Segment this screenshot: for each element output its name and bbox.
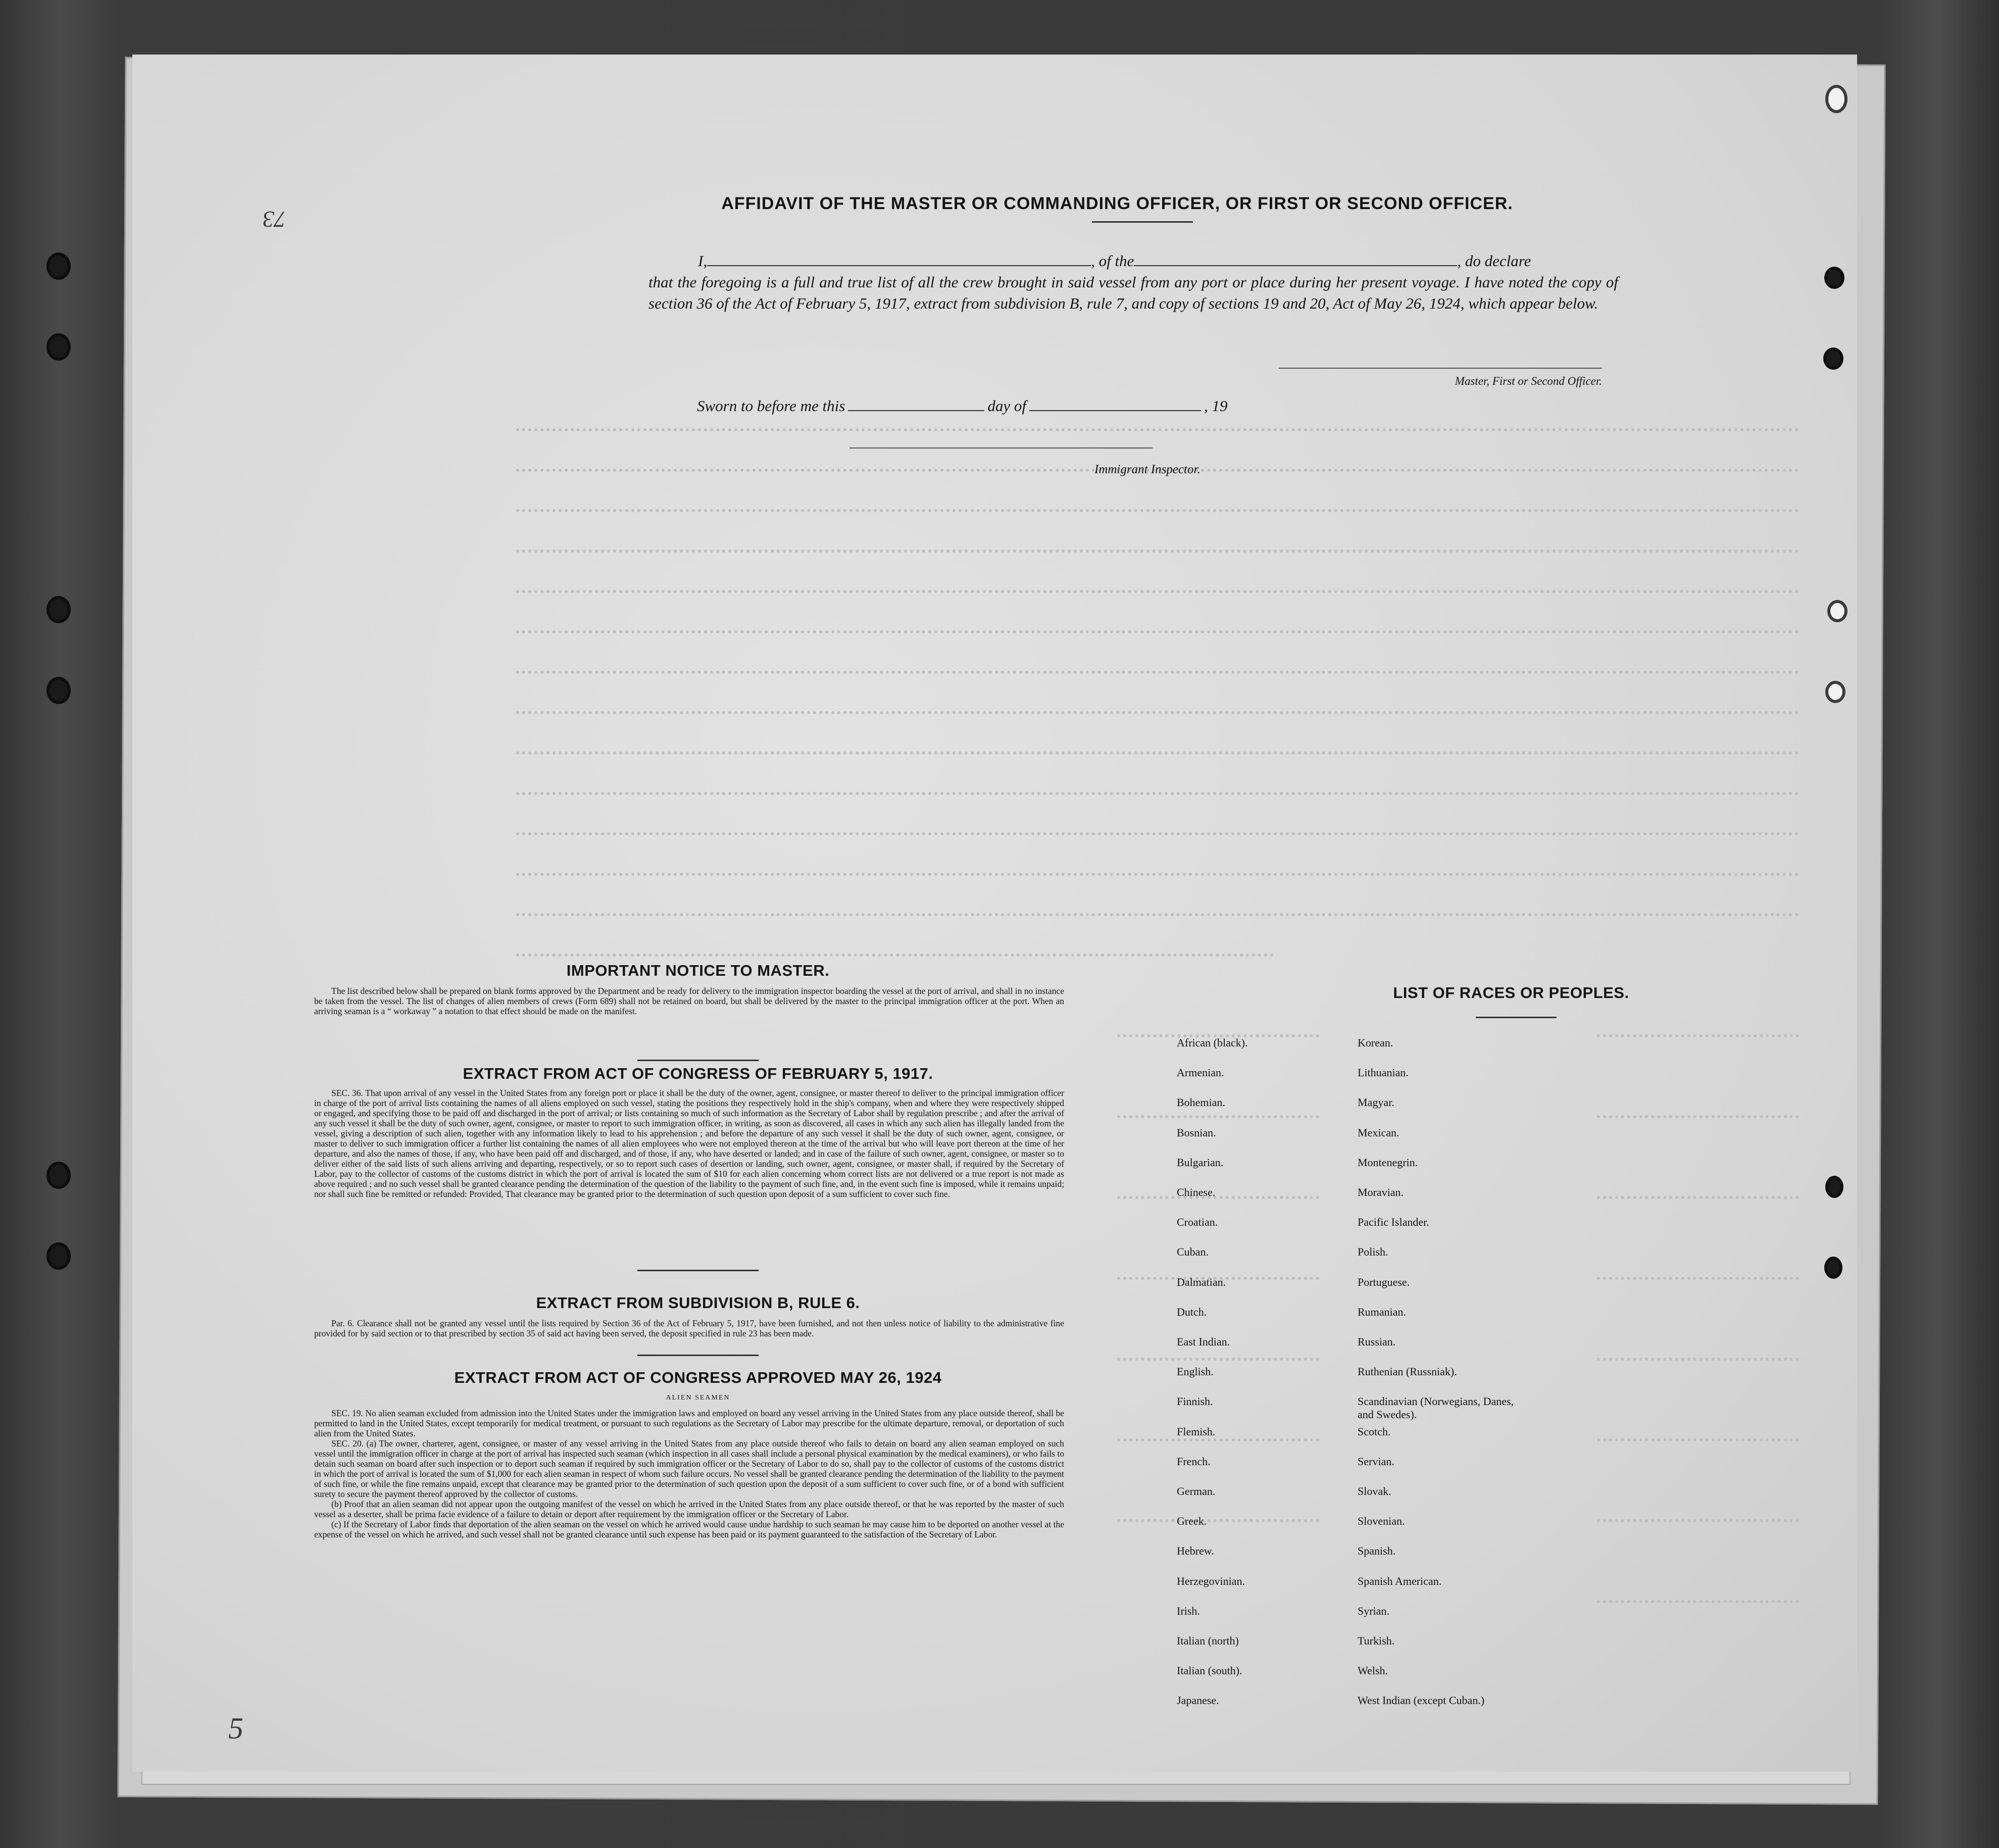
right-race-item: Spanish. (1358, 1544, 1396, 1558)
binder-hole (1827, 600, 1847, 622)
binder-hole (1824, 1257, 1842, 1279)
extract-rule6-text (314, 1318, 1064, 1338)
signature-line (1279, 368, 1602, 369)
outer-binder-hole (46, 596, 71, 623)
binder-hole (1824, 267, 1844, 289)
right-race-item: Turkish. (1358, 1634, 1395, 1647)
right-race-item: Portuguese. (1358, 1275, 1410, 1288)
left-race-item: English. (1177, 1365, 1214, 1378)
left-race-item: Croatian. (1177, 1216, 1218, 1229)
outer-binder-hole (46, 677, 71, 704)
right-race-item: Moravian. (1358, 1186, 1404, 1198)
left-race-item: Italian (south). (1177, 1664, 1242, 1677)
outer-binder-hole (46, 1242, 71, 1270)
right-race-item: West Indian (except Cuban.) (1358, 1694, 1485, 1707)
left-race-item: Herzegovinian. (1177, 1574, 1245, 1587)
right-race-item: Polish. (1358, 1245, 1388, 1259)
right-race-item: Spanish American. (1358, 1574, 1442, 1587)
section-rule (637, 1060, 759, 1061)
notice-text (314, 986, 1064, 1016)
right-race-item: Mexican. (1358, 1126, 1400, 1139)
left-race-item: Bosnian. (1177, 1126, 1216, 1139)
inspector-label: Immigrant Inspector. (1094, 463, 1201, 476)
right-race-item: Welsh. (1358, 1664, 1388, 1677)
signature-label: Master, First or Second Officer. (1455, 375, 1602, 387)
right-race-item: Magyar. (1358, 1096, 1394, 1109)
right-race-item: Russian. (1358, 1335, 1396, 1348)
declaration-block (648, 251, 1618, 314)
races-title: LIST OF RACES OR PEOPLES. (1393, 984, 1629, 1002)
binder-hole (1823, 347, 1843, 370)
outer-binder-hole (46, 253, 71, 280)
right-race-item: Ruthenian (Russniak). (1358, 1365, 1457, 1378)
sworn-line (697, 397, 1227, 415)
sec20c-paragraph: (c) If the Secretary of Labor finds that deportation of the alien seaman on the vessel on which he arrived would cause undue hardship to such seaman he may cause him to be deported on another vessel at the expense of the vessel on which he arrived, and such vessel shall not be granted clearance until such expense has been paid or its payment guaranteed to the satisfaction of the Secretary of Labor. (314, 1519, 1064, 1539)
left-race-item: Dalmatian. (1177, 1275, 1226, 1288)
extract-1924-subtitle: ALIEN SEAMEN (666, 1394, 730, 1402)
left-race-item: Irish. (1177, 1604, 1200, 1617)
left-race-item: Cuban. (1177, 1245, 1209, 1259)
extract-1924-title: EXTRACT FROM ACT OF CONGRESS APPROVED MAY 26, 1924 (454, 1369, 942, 1386)
right-race-item: Rumanian. (1358, 1305, 1406, 1318)
left-race-item: Bohemian. (1177, 1096, 1225, 1109)
left-race-item: Flemish. (1177, 1425, 1216, 1438)
document-page (132, 55, 1857, 1772)
left-race-item: French. (1177, 1455, 1211, 1468)
binder-hole (1825, 681, 1845, 703)
sec19-paragraph: SEC. 19. No alien seaman excluded from admission into the United States under the immigration laws and employed on board any vessel arriving in the United States from any place outside thereof, shall be permitted to land in the United States, except temporarily for medical treatment, or pursuant to such regulations as the Secretary of Labor may prescribe for the ultimate departure, removal, or deportation of such alien from the United States. (314, 1408, 1064, 1438)
year-label: , 19 (1204, 397, 1228, 415)
signature-block (1279, 368, 1602, 388)
left-race-item: Bulgarian. (1177, 1156, 1224, 1169)
binder-hole (1825, 1176, 1843, 1198)
right-race-item: Slovak. (1358, 1485, 1391, 1497)
extract-1917-title: EXTRACT FROM ACT OF CONGRESS OF FEBRUARY 5, 1917. (463, 1065, 933, 1082)
binder-hole (1825, 85, 1847, 113)
margin-note-bottom: 5 (228, 1712, 243, 1745)
right-race-item: Lithuanian. (1358, 1066, 1409, 1079)
do-declare-label: , do declare (1457, 252, 1531, 270)
outer-binder-hole (46, 1162, 71, 1189)
section-rule (637, 1355, 759, 1356)
i-label: I, (698, 252, 708, 270)
affidavit-title: AFFIDAVIT OF THE MASTER OR COMMANDING OFFICER, OR FIRST OR SECOND OFFICER. (721, 194, 1513, 213)
sec20b-paragraph: (b) Proof that an alien seaman did not appear upon the outgoing manifest of the vessel on which he arrived in the United States from any place outside thereof, or that he was reported by the master of such vessel as a deserter, shall be prima facie evidence of a failure to detain or deport after requirement by the immigration officer or the Secretary of Labor. (314, 1499, 1064, 1519)
notice-title: IMPORTANT NOTICE TO MASTER. (566, 962, 830, 979)
right-race-item: Syrian. (1358, 1604, 1389, 1617)
par6-paragraph: Par. 6. Clearance shall not be granted any vessel until the lists required by Section 36 of the Act of February 5, 1917, have been furnished, and not then unless notice of liability to the administrative fine provided for by said section or to that prescribed by section 35 of said act having been served, the deposit specified in rule 23 has been made. (314, 1318, 1064, 1338)
right-race-item: Servian. (1358, 1455, 1394, 1468)
left-race-item: Japanese. (1177, 1694, 1219, 1707)
left-race-item: Dutch. (1177, 1305, 1207, 1318)
right-race-item: Slovenian. (1358, 1515, 1405, 1528)
left-race-item: Hebrew. (1177, 1544, 1214, 1558)
declaration-first-line (648, 251, 1618, 272)
races-rule (1476, 1017, 1557, 1018)
left-race-item: Greek. (1177, 1515, 1207, 1528)
left-race-item: African (black). (1177, 1036, 1248, 1049)
right-race-item: Korean. (1358, 1036, 1393, 1049)
extract-rule6-title: EXTRACT FROM SUBDIVISION B, RULE 6. (536, 1294, 860, 1312)
vessel-blank (1134, 252, 1457, 266)
extract-1924-text (314, 1408, 1064, 1539)
outer-binder-hole (46, 333, 71, 361)
sec36-paragraph: SEC. 36. That upon arrival of any vessel in the United States from any foreign port or place it shall be the duty of the owner, agent, consignee, or master thereof to deliver to the principal immigration officer in charge of the port of arrival lists containing the names of all aliens employed on such vessel, stating the positions they respectively hold in the ship's company, when and where they were respectively shipped or engaged, and specifying those to be paid off and discharged in the port of arrival; or lists containing so much of such information as the Secretary of Labor shall by regulation prescribe ; and after the arrival of any such vessel it shall be the duty of such owner, agent, consignee, or master to report to such immigration officer, in writing, as soon as discovered, all cases in which any such alien has illegally landed from the vessel, giving a description of such alien, together with any information likely to lead to his apprehension ; and before the departure of any such vessel it shall be the duty of such owner, agent, consignee, or master to deliver to such immigration officer a further list containing the names of all alien employees who were not employed thereon at the time of the arrival but who will leave port thereon at the time of her departure, and also the names of those, if any, who have been paid off and discharged, and of those, if any, who have deserted or landed; and in case of the failure of such owner, agent, consignee, or master so to deliver either of the said lists of such aliens arriving and departing, respectively, or so to report such cases of desertion or landing, such owner, agent, consignee, or master shall, if required by the Secretary of Labor, pay to the collector of customs of the customs district in which the port of arrival is located the sum of $10 for each alien concerning whom correct lists are not delivered or a true report is not made as above required ; and no such vessel shall be granted clearance pending the determination of the question of the liability to the payment of such fine, and, in the event such fine is imposed, while it remains unpaid; nor shall such fine be remitted or refunded: Provided, That clearance may be granted prior to the determination of such question upon deposit of a sum sufficient to cover such fine. (314, 1088, 1064, 1199)
left-race-item: Armenian. (1177, 1066, 1224, 1079)
sec20a-paragraph: SEC. 20. (a) The owner, charterer, agent, consignee, or master of any vessel arriving in the United States from any place outside thereof who fails to detain on board any alien seaman employed on such vessel until the immigration officer in charge at the port of arrival has inspected such seaman (which inspection in all cases shall include a personal physical examination by the medical examiners), or who fails to detain such seaman on board after such inspection or to deport such seaman if required by such immigration officer or the Secretary of Labor to do so, shall pay to the collector of customs of the customs district in which the port of arrival is located the sum of $1,000 for each alien seaman in respect of whom such failure occurs. No vessel shall be granted clearance pending the determination of the liability to the payment of such fine, or while the fine remains unpaid, except that clearance may be granted prior to the determination of such question upon the deposit of a sum sufficient to cover such fine, or of a bond with sufficient surety to secure the payment thereof approved by the collector of customs. (314, 1438, 1064, 1499)
right-race-item: Montenegrin. (1358, 1156, 1418, 1169)
right-race-item: Scandinavian (Norwegians, Danes, and Swedes). (1358, 1395, 1514, 1421)
name-blank (707, 252, 1091, 266)
left-race-item: Italian (north) (1177, 1634, 1239, 1647)
section-rule (637, 1270, 759, 1271)
of-the-label: , of the (1091, 252, 1134, 270)
inspector-line (849, 447, 1153, 448)
extract-1917-text (314, 1088, 1064, 1199)
left-race-item: East Indian. (1177, 1335, 1230, 1348)
title-rule (1092, 221, 1193, 223)
notice-paragraph: The list described below shall be prepared on blank forms approved by the Department and be ready for delivery to the immigration inspector boarding the vessel at the port of arrival, and shall in no instance be taken from the vessel. The list of changes of alien members of crews (Form 689) shall not be retained on board, but shall be delivered by the master to the principal immigration officer at the port. When an arriving seaman is a “ workaway ” a notation to that effect should be made on the manifest. (314, 986, 1064, 1016)
margin-note-top: 73 (263, 207, 286, 232)
left-race-item: Finnish. (1177, 1395, 1213, 1408)
left-race-item: German. (1177, 1485, 1216, 1497)
sworn-label: Sworn to before me this (697, 397, 845, 415)
left-race-item: Chinese. (1177, 1186, 1216, 1198)
month-blank (1029, 397, 1201, 411)
declaration-text: that the foregoing is a full and true list of all the crew brought in said vessel from any port or place during her present voyage. I have noted the copy of section 36 of the Act of February 5, 1917, extract from subdivision B, rule 7, and copy of sections 19 and 20, Act of May 26, 1924, which appear below. (648, 273, 1618, 312)
day-blank (848, 397, 984, 411)
day-of-label: day of (987, 397, 1026, 415)
right-race-item: Scotch. (1358, 1425, 1391, 1438)
right-race-item: Pacific Islander. (1358, 1216, 1429, 1229)
